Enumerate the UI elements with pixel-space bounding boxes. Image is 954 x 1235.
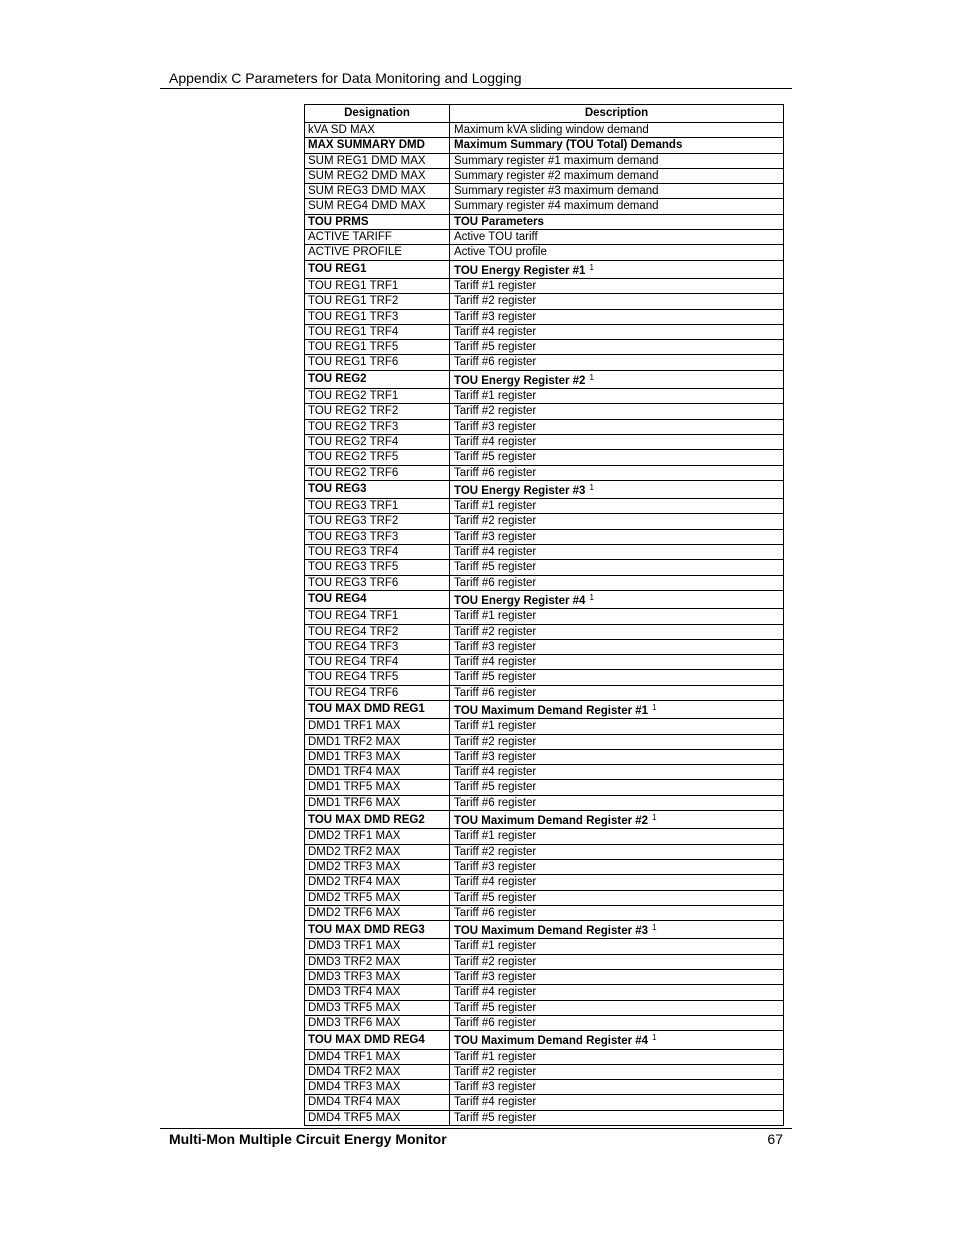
table-row	[305, 294, 784, 309]
table-section-row	[305, 370, 784, 388]
description-cell	[450, 370, 784, 388]
description-text: Tariff #4 register	[454, 1096, 537, 1109]
header-title: Appendix C Parameters for Data Monitoring and Logging	[169, 70, 522, 86]
description-text: TOU Maximum Demand Register #1	[454, 704, 649, 717]
description-text: Tariff #4 register	[454, 325, 537, 338]
description-text: Summary register #3 maximum demand	[454, 185, 659, 198]
table-row	[305, 954, 784, 969]
description-text: TOU Energy Register #1	[454, 264, 586, 277]
designation-cell: DMD2 TRF6 MAX	[305, 905, 450, 920]
description-text: Active TOU tariff	[454, 231, 538, 244]
designation-cell: DMD3 TRF3 MAX	[305, 970, 450, 985]
description-text: Tariff #1 register	[454, 390, 537, 403]
table-row	[305, 465, 784, 480]
table-row	[305, 765, 784, 780]
designation-cell: TOU REG1 TRF6	[305, 355, 450, 370]
description-text: Maximum kVA sliding window demand	[454, 124, 649, 136]
table-row	[305, 1015, 784, 1030]
description-cell	[450, 324, 784, 339]
designation-cell: TOU REG2 TRF1	[305, 389, 450, 404]
description-cell	[450, 389, 784, 404]
designation-cell: DMD4 TRF4 MAX	[305, 1095, 450, 1110]
description-text: Tariff #1 register	[454, 610, 537, 623]
designation-cell: TOU REG4 TRF6	[305, 685, 450, 700]
description-cell	[450, 245, 784, 260]
designation-cell: SUM REG4 DMD MAX	[305, 199, 450, 214]
description-text: Tariff #6 register	[454, 576, 537, 589]
designation-cell: DMD2 TRF1 MAX	[305, 829, 450, 844]
description-cell	[450, 434, 784, 449]
description-cell	[450, 780, 784, 795]
designation-cell: DMD1 TRF6 MAX	[305, 795, 450, 810]
table-section-row	[305, 1031, 784, 1049]
description-text: Tariff #1 register	[454, 1050, 537, 1063]
designation-cell: TOU REG3 TRF2	[305, 514, 450, 529]
table-row	[305, 123, 784, 138]
description-cell	[450, 1080, 784, 1095]
designation-cell: DMD3 TRF6 MAX	[305, 1015, 450, 1030]
description-cell	[450, 954, 784, 969]
table-row	[305, 939, 784, 954]
designation-cell: TOU MAX DMD REG3	[305, 921, 450, 939]
designation-cell: DMD3 TRF2 MAX	[305, 954, 450, 969]
designation-cell: DMD4 TRF2 MAX	[305, 1064, 450, 1079]
table-section-row	[305, 260, 784, 278]
table-row	[305, 1064, 784, 1079]
designation-cell: DMD2 TRF2 MAX	[305, 844, 450, 859]
table-row	[305, 905, 784, 920]
description-cell	[450, 734, 784, 749]
description-cell	[450, 700, 784, 718]
footnote-marker: 1	[589, 592, 594, 602]
table-row	[305, 685, 784, 700]
description-text: Tariff #5 register	[454, 451, 537, 464]
description-cell	[450, 138, 784, 153]
description-cell	[450, 829, 784, 844]
designation-cell: TOU REG2	[305, 370, 450, 388]
designation-cell: DMD1 TRF2 MAX	[305, 734, 450, 749]
description-text: Tariff #1 register	[454, 279, 537, 292]
designation-cell: TOU REG3 TRF3	[305, 529, 450, 544]
designation-cell: MAX SUMMARY DMD	[305, 138, 450, 153]
designation-cell: DMD1 TRF1 MAX	[305, 719, 450, 734]
designation-cell: TOU REG1 TRF3	[305, 309, 450, 324]
description-text: TOU Maximum Demand Register #3	[454, 925, 649, 938]
table-row	[305, 624, 784, 639]
designation-cell: TOU PRMS	[305, 214, 450, 229]
designation-cell: TOU REG2 TRF3	[305, 419, 450, 434]
description-cell	[450, 545, 784, 560]
table-row	[305, 514, 784, 529]
description-cell	[450, 278, 784, 293]
page-number: 67	[767, 1131, 783, 1147]
description-text: Tariff #6 register	[454, 1016, 537, 1029]
description-cell	[450, 1049, 784, 1064]
description-cell	[450, 260, 784, 278]
description-cell	[450, 890, 784, 905]
table-row	[305, 404, 784, 419]
designation-cell: DMD3 TRF5 MAX	[305, 1000, 450, 1015]
description-cell	[450, 294, 784, 309]
table-row	[305, 1049, 784, 1064]
table-row	[305, 970, 784, 985]
description-text: Tariff #2 register	[454, 955, 537, 968]
table-row	[305, 340, 784, 355]
designation-cell: TOU MAX DMD REG4	[305, 1031, 450, 1049]
description-cell	[450, 575, 784, 590]
description-text: Tariff #4 register	[454, 766, 537, 779]
table-row	[305, 153, 784, 168]
description-cell	[450, 340, 784, 355]
table-row	[305, 749, 784, 764]
parameters-table	[304, 104, 784, 1126]
table-row	[305, 1095, 784, 1110]
table-row	[305, 639, 784, 654]
designation-cell: SUM REG3 DMD MAX	[305, 184, 450, 199]
description-cell	[450, 499, 784, 514]
description-text: Tariff #6 register	[454, 686, 537, 699]
description-text: Active TOU profile	[454, 246, 547, 259]
description-cell	[450, 670, 784, 685]
description-cell	[450, 939, 784, 954]
description-text: Tariff #4 register	[454, 435, 537, 448]
description-cell	[450, 859, 784, 874]
description-text: Tariff #3 register	[454, 860, 537, 873]
description-cell	[450, 875, 784, 890]
description-cell	[450, 985, 784, 1000]
description-cell	[450, 529, 784, 544]
description-cell	[450, 749, 784, 764]
description-text: Tariff #6 register	[454, 466, 537, 479]
designation-cell: TOU REG3	[305, 480, 450, 498]
designation-cell: DMD4 TRF1 MAX	[305, 1049, 450, 1064]
description-text: TOU Energy Register #4	[454, 594, 586, 607]
designation-cell: DMD1 TRF3 MAX	[305, 749, 450, 764]
table-row	[305, 655, 784, 670]
description-text: Tariff #3 register	[454, 640, 537, 653]
page-footer	[160, 1128, 792, 1149]
footnote-marker: 1	[589, 262, 594, 272]
description-cell	[450, 719, 784, 734]
table-row	[305, 419, 784, 434]
description-cell	[450, 624, 784, 639]
description-text: Tariff #3 register	[454, 1081, 537, 1094]
description-text: Tariff #3 register	[454, 971, 537, 984]
table-row	[305, 278, 784, 293]
table-row	[305, 199, 784, 214]
description-cell	[450, 639, 784, 654]
description-text: Tariff #4 register	[454, 986, 537, 999]
table-row	[305, 560, 784, 575]
description-cell	[450, 404, 784, 419]
footnote-marker: 1	[589, 372, 594, 382]
description-cell	[450, 1015, 784, 1030]
table-row	[305, 245, 784, 260]
designation-cell: TOU REG2 TRF6	[305, 465, 450, 480]
description-cell	[450, 465, 784, 480]
description-text: Tariff #1 register	[454, 830, 537, 843]
table-section-row	[305, 480, 784, 498]
description-text: Tariff #2 register	[454, 845, 537, 858]
table-section-row	[305, 921, 784, 939]
description-cell	[450, 199, 784, 214]
designation-cell: DMD4 TRF3 MAX	[305, 1080, 450, 1095]
description-cell	[450, 1095, 784, 1110]
designation-cell: TOU REG4 TRF2	[305, 624, 450, 639]
designation-cell: TOU REG2 TRF4	[305, 434, 450, 449]
table-row	[305, 355, 784, 370]
description-text: TOU Energy Register #3	[454, 484, 586, 497]
description-text: TOU Energy Register #2	[454, 374, 586, 387]
designation-cell: ACTIVE TARIFF	[305, 230, 450, 245]
table-row	[305, 575, 784, 590]
description-text: Tariff #5 register	[454, 1111, 537, 1124]
description-cell	[450, 1031, 784, 1049]
designation-cell: SUM REG1 DMD MAX	[305, 153, 450, 168]
footnote-marker: 1	[652, 1033, 657, 1043]
description-cell	[450, 905, 784, 920]
description-text: Tariff #3 register	[454, 750, 537, 763]
description-text: TOU Maximum Demand Register #4	[454, 1035, 649, 1048]
table-row	[305, 1080, 784, 1095]
description-cell	[450, 655, 784, 670]
table-row	[305, 780, 784, 795]
description-cell	[450, 230, 784, 245]
designation-cell: kVA SD MAX	[305, 123, 450, 138]
description-cell	[450, 795, 784, 810]
column-header-description: Description	[450, 105, 784, 123]
table-row	[305, 734, 784, 749]
footer-title: Multi-Mon Multiple Circuit Energy Monitor	[169, 1131, 447, 1147]
designation-cell: DMD2 TRF5 MAX	[305, 890, 450, 905]
table-row	[305, 545, 784, 560]
table-section-row	[305, 138, 784, 153]
table-section-row	[305, 700, 784, 718]
table-row	[305, 529, 784, 544]
table-row	[305, 450, 784, 465]
table-row	[305, 324, 784, 339]
footnote-marker: 1	[652, 813, 657, 823]
description-text: Tariff #1 register	[454, 720, 537, 733]
description-cell	[450, 1064, 784, 1079]
description-text: Tariff #1 register	[454, 940, 537, 953]
table-row	[305, 719, 784, 734]
designation-cell: TOU REG3 TRF1	[305, 499, 450, 514]
designation-cell: TOU REG1 TRF4	[305, 324, 450, 339]
designation-cell: TOU REG4 TRF3	[305, 639, 450, 654]
description-cell	[450, 765, 784, 780]
designation-cell: TOU REG3 TRF5	[305, 560, 450, 575]
description-cell	[450, 184, 784, 199]
table-row	[305, 499, 784, 514]
description-cell	[450, 1000, 784, 1015]
table-row	[305, 184, 784, 199]
designation-cell: SUM REG2 DMD MAX	[305, 168, 450, 183]
description-cell	[450, 970, 784, 985]
page-header	[160, 68, 792, 89]
table-row	[305, 795, 784, 810]
table-row	[305, 875, 784, 890]
designation-cell: DMD4 TRF5 MAX	[305, 1110, 450, 1125]
table-header-row	[305, 105, 784, 123]
designation-cell: TOU REG4 TRF5	[305, 670, 450, 685]
designation-cell: TOU REG4 TRF4	[305, 655, 450, 670]
column-header-designation: Designation	[305, 105, 450, 123]
description-cell	[450, 685, 784, 700]
table-section-row	[305, 590, 784, 608]
description-text: Tariff #1 register	[454, 500, 537, 513]
description-cell	[450, 609, 784, 624]
designation-cell: TOU REG2 TRF5	[305, 450, 450, 465]
table-row	[305, 168, 784, 183]
description-text: Tariff #5 register	[454, 671, 537, 684]
description-text: Summary register #4 maximum demand	[454, 200, 659, 213]
description-text: TOU Parameters	[454, 215, 544, 228]
description-text: Tariff #4 register	[454, 546, 537, 559]
description-cell	[450, 811, 784, 829]
description-text: TOU Maximum Demand Register #2	[454, 815, 649, 828]
description-text: Tariff #2 register	[454, 735, 537, 748]
description-cell	[450, 921, 784, 939]
table-section-row	[305, 811, 784, 829]
description-cell	[450, 153, 784, 168]
table-row	[305, 1000, 784, 1015]
description-text: Tariff #2 register	[454, 515, 537, 528]
description-text: Tariff #2 register	[454, 295, 537, 308]
description-text: Tariff #2 register	[454, 1065, 537, 1078]
description-cell	[450, 1110, 784, 1125]
description-text: Tariff #3 register	[454, 420, 537, 433]
designation-cell: TOU REG1 TRF5	[305, 340, 450, 355]
table-section-row	[305, 214, 784, 229]
description-text: Tariff #4 register	[454, 876, 537, 889]
description-text: Tariff #5 register	[454, 781, 537, 794]
designation-cell: TOU REG3 TRF4	[305, 545, 450, 560]
designation-cell: DMD2 TRF3 MAX	[305, 859, 450, 874]
table-row	[305, 859, 784, 874]
designation-cell: DMD3 TRF1 MAX	[305, 939, 450, 954]
description-cell	[450, 844, 784, 859]
designation-cell: TOU REG4 TRF1	[305, 609, 450, 624]
description-text: Tariff #5 register	[454, 891, 537, 904]
description-cell	[450, 480, 784, 498]
table-row	[305, 829, 784, 844]
description-cell	[450, 123, 784, 138]
description-cell	[450, 214, 784, 229]
description-cell	[450, 419, 784, 434]
footnote-marker: 1	[652, 923, 657, 933]
description-cell	[450, 450, 784, 465]
designation-cell: TOU REG2 TRF2	[305, 404, 450, 419]
table-row	[305, 609, 784, 624]
designation-cell: DMD1 TRF4 MAX	[305, 765, 450, 780]
description-text: Tariff #5 register	[454, 1001, 537, 1014]
table-row	[305, 1110, 784, 1125]
description-cell	[450, 355, 784, 370]
table-row	[305, 985, 784, 1000]
description-text: Tariff #3 register	[454, 530, 537, 543]
designation-cell: TOU REG1 TRF1	[305, 278, 450, 293]
description-text: Tariff #4 register	[454, 656, 537, 669]
description-text: Maximum Summary (TOU Total) Demands	[454, 139, 683, 152]
description-cell	[450, 168, 784, 183]
description-cell	[450, 514, 784, 529]
description-cell	[450, 590, 784, 608]
description-text: Tariff #5 register	[454, 561, 537, 574]
table-row	[305, 844, 784, 859]
designation-cell: ACTIVE PROFILE	[305, 245, 450, 260]
description-text: Summary register #1 maximum demand	[454, 154, 659, 167]
footnote-marker: 1	[652, 702, 657, 712]
designation-cell: TOU REG3 TRF6	[305, 575, 450, 590]
designation-cell: TOU MAX DMD REG2	[305, 811, 450, 829]
description-text: Summary register #2 maximum demand	[454, 169, 659, 182]
description-text: Tariff #3 register	[454, 310, 537, 323]
designation-cell: DMD3 TRF4 MAX	[305, 985, 450, 1000]
designation-cell: TOU MAX DMD REG1	[305, 700, 450, 718]
description-text: Tariff #5 register	[454, 341, 537, 354]
description-cell	[450, 309, 784, 324]
description-text: Tariff #2 register	[454, 405, 537, 418]
table-row	[305, 389, 784, 404]
designation-cell: DMD1 TRF5 MAX	[305, 780, 450, 795]
table-row	[305, 434, 784, 449]
footnote-marker: 1	[589, 482, 594, 492]
description-text: Tariff #2 register	[454, 625, 537, 638]
designation-cell: TOU REG1	[305, 260, 450, 278]
description-cell	[450, 560, 784, 575]
description-text: Tariff #6 register	[454, 796, 537, 809]
table-row	[305, 890, 784, 905]
table-row	[305, 309, 784, 324]
table-body	[305, 123, 784, 1126]
designation-cell: DMD2 TRF4 MAX	[305, 875, 450, 890]
description-text: Tariff #6 register	[454, 906, 537, 919]
table-row	[305, 230, 784, 245]
designation-cell: TOU REG4	[305, 590, 450, 608]
designation-cell: TOU REG1 TRF2	[305, 294, 450, 309]
table-row	[305, 670, 784, 685]
description-text: Tariff #6 register	[454, 356, 537, 369]
